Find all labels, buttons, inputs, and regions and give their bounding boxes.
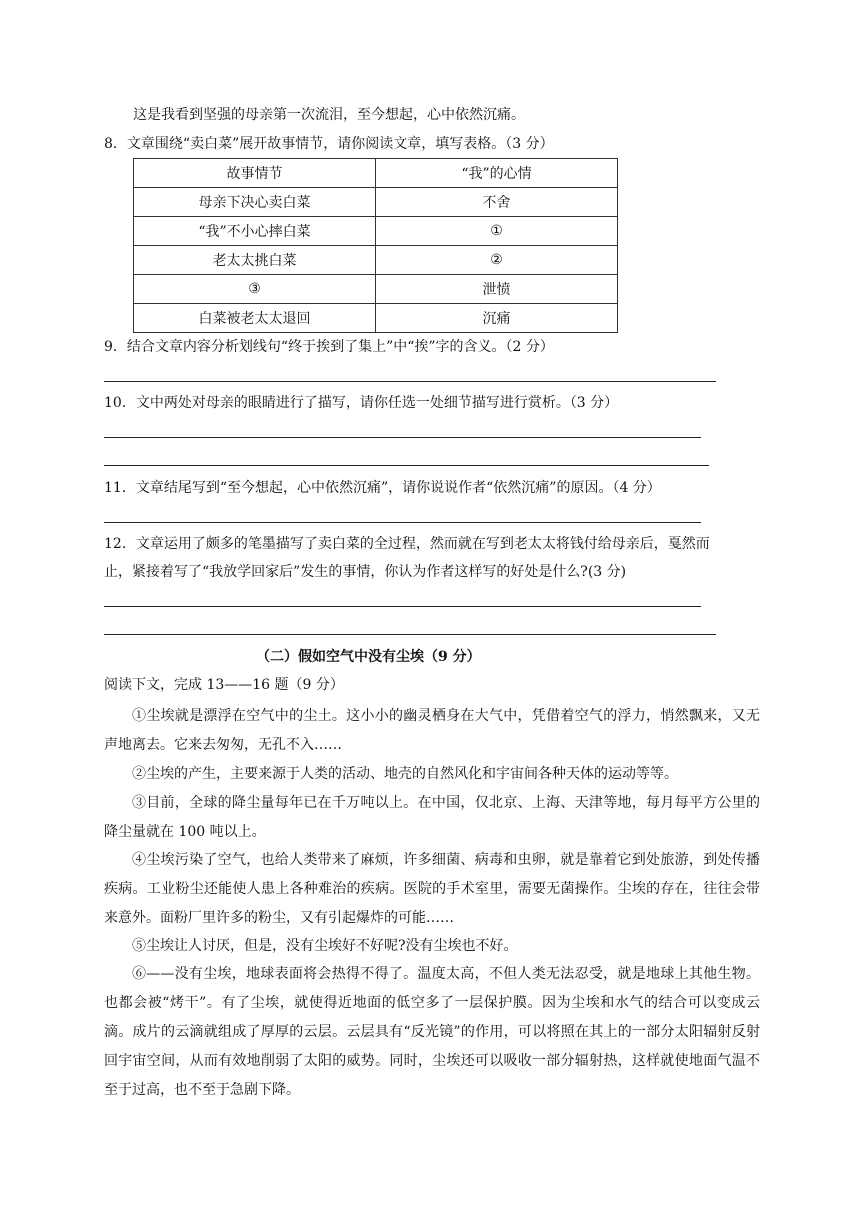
table-cell: 泄愤 xyxy=(376,275,618,304)
passage-paragraph-5: ⑤尘埃让人讨厌，但是，没有尘埃好不好呢?没有尘埃也不好。 xyxy=(132,938,518,954)
intro-line: 这是我看到坚强的母亲第一次流泪，至今想起，心中依然沉痛。 xyxy=(133,107,525,123)
table-row xyxy=(134,217,618,246)
table-row xyxy=(134,275,618,304)
table-row xyxy=(134,188,618,217)
question-11: 11．文章结尾写到“至今想起，心中依然沉痛”，请你说说作者“依然沉痛”的原因。（4 分） xyxy=(104,480,661,496)
table-cell: ② xyxy=(376,246,618,275)
table-cell: 老太太挑白菜 xyxy=(134,246,376,275)
answer-line xyxy=(104,606,701,607)
table-header-row xyxy=(134,159,618,188)
table-cell: 白菜被老太太退回 xyxy=(134,304,376,333)
table-header: 故事情节 xyxy=(134,159,376,188)
answer-line xyxy=(104,437,701,438)
question-12-line-1: 12．文章运用了颇多的笔墨描写了卖白菜的全过程，然而就在写到老太太将钱付给母亲后，戛然而 xyxy=(104,536,710,552)
answer-line xyxy=(104,522,701,523)
table-cell: 母亲下决心卖白菜 xyxy=(134,188,376,217)
passage-paragraph-2: ②尘埃的产生，主要来源于人类的活动、地壳的自然风化和宇宙间各种天体的运动等等。 xyxy=(132,766,678,782)
passage-paragraph-4: ④尘埃污染了空气，也给人类带来了麻烦，许多细菌、病毒和虫卵，就是靠着它到处旅游，到处传播疾病。工业粉尘还能使人患上各种难治的疾病。医院的手术室里，需要无菌操作。尘埃的存在，往往会带来意外。面粉厂里许多的粉尘，又有引起爆炸的可能…… xyxy=(104,852,760,926)
table-cell: “我”不小心摔白菜 xyxy=(134,217,376,246)
answer-line xyxy=(104,381,716,382)
question-9: 9．结合文章内容分析划线句“终于挨到了集上”中“挨”字的含义。（2 分） xyxy=(104,339,554,355)
passage-paragraph-1: ①尘埃就是漂浮在空气中的尘土。这小小的幽灵栖身在大气中，凭借着空气的浮力，悄然飘来，又无声地离去。它来去匆匆，无孔不入…… xyxy=(104,708,760,753)
table-row xyxy=(134,246,618,275)
question-8: 8．文章围绕“卖白菜”展开故事情节，请你阅读文章，填写表格。（3 分） xyxy=(104,136,554,152)
passage-paragraph-3: ③目前，全球的降尘量每年已在千万吨以上。在中国，仅北京、上海、天津等地，每月每平方公里的降尘量就在 100 吨以上。 xyxy=(104,795,760,840)
story-table xyxy=(133,158,618,333)
table-cell: 沉痛 xyxy=(376,304,618,333)
question-12-line-2: 止，紧接着写了“我放学回家后”发生的事情，你认为作者这样写的好处是什么?(3 分) xyxy=(104,564,627,580)
table-cell: ③ xyxy=(134,275,376,304)
table-row xyxy=(134,304,618,333)
table-cell: 不舍 xyxy=(376,188,618,217)
section-2-title: （二）假如空气中没有尘埃（9 分） xyxy=(256,649,481,665)
question-10: 10．文中两处对母亲的眼睛进行了描写，请你任选一处细节描写进行赏析。（3 分） xyxy=(104,395,619,411)
passage-paragraph-6: ⑥——没有尘埃，地球表面将会热得不得了。温度太高，不但人类无法忍受，就是地球上其他生物。也都会被“烤干”。有了尘埃，就使得近地面的低空多了一层保护膜。因为尘埃和水气的结合可以变成云滴。成片的云滴就组成了厚厚的云层。云层具有“反光镜”的作用，可以将照在其上的一部分太阳辐射反射回宇宙空间，从而有效地削弱了太阳的威势。同时，尘埃还可以吸收一部分辐射热，这样就使地面气温不至于过高，也不至于急剧下降。 xyxy=(104,966,760,1098)
table-cell: ① xyxy=(376,217,618,246)
answer-line xyxy=(104,465,709,466)
section-2-instruction: 阅读下文，完成 13——16 题（9 分） xyxy=(104,677,344,693)
answer-line xyxy=(104,634,716,635)
table-header: “我”的心情 xyxy=(376,159,618,188)
